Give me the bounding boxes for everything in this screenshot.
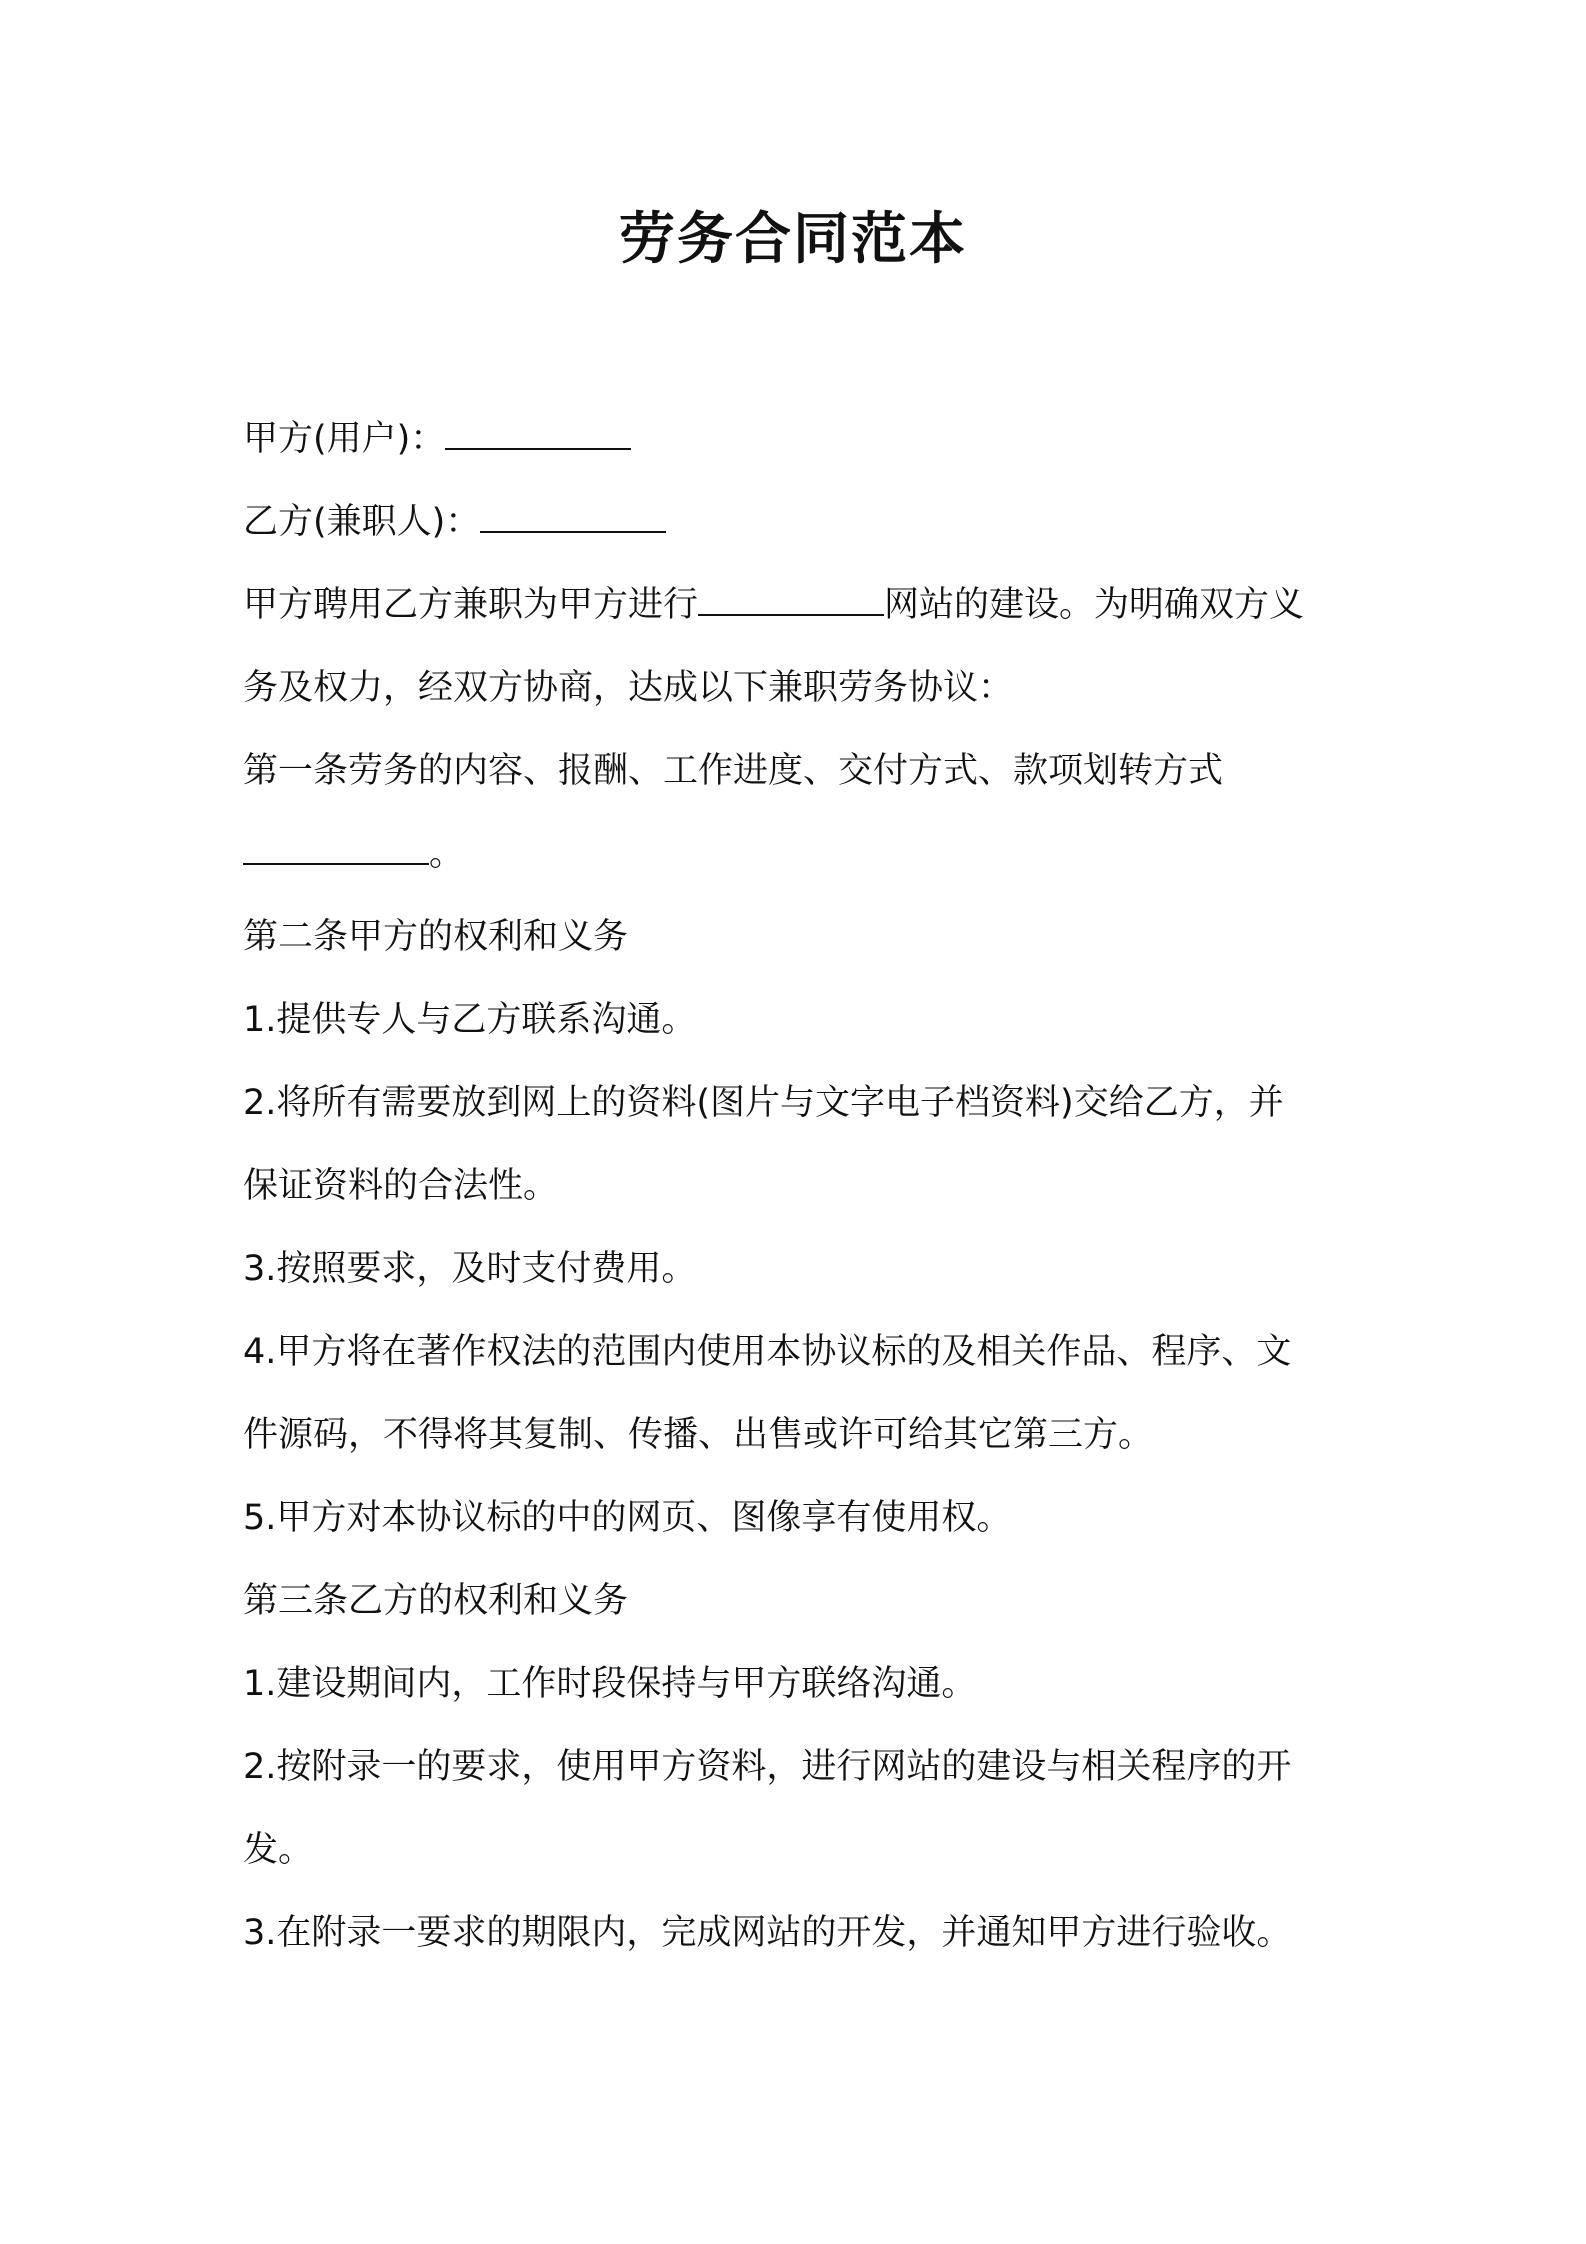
article-3-item-2-line-2: 发。 <box>243 1830 314 1870</box>
article-1-line-2 <box>243 813 1363 896</box>
website-name-blank <box>698 584 884 616</box>
document-title: 劳务合同范本 <box>619 207 967 272</box>
article-2-title: 第二条甲方的权利和义务 <box>243 917 629 957</box>
article-2-item-2-line-1: 2.将所有需要放到网上的资料(图片与文字电子档资料)交给乙方，并 <box>243 1083 1284 1123</box>
article-3-item-3: 3.在附录一要求的期限内，完成网站的开发，并通知甲方进行验收。 <box>243 1913 1292 1953</box>
article-3-item-1: 1.建设期间内，工作时段保持与甲方联络沟通。 <box>243 1664 977 1704</box>
party-b-blank <box>480 501 666 533</box>
article-2-item-1: 1.提供专人与乙方联系沟通。 <box>243 1000 697 1040</box>
intro-text-post: 网站的建设。为明确双方义 <box>884 585 1305 625</box>
article-3-title: 第三条乙方的权利和义务 <box>243 1581 629 1621</box>
party-a-label: 甲方(用户)： <box>243 419 446 459</box>
article-2-item-3: 3.按照要求，及时支付费用。 <box>243 1249 697 1289</box>
intro-text-pre: 甲方聘用乙方兼职为甲方进行 <box>243 585 699 625</box>
party-b-label: 乙方(兼职人)： <box>243 502 481 542</box>
article-1-line-1: 第一条劳务的内容、报酬、工作进度、交付方式、款项划转方式 <box>243 751 1224 791</box>
article-1-blank <box>243 833 429 865</box>
document-body <box>243 398 1363 1975</box>
article-2-item-5: 5.甲方对本协议标的中的网页、图像享有使用权。 <box>243 1498 1012 1538</box>
article-2-item-4-line-2: 件源码，不得将其复制、传播、出售或许可给其它第三方。 <box>243 1415 1154 1455</box>
article-1-end: 。 <box>429 834 465 874</box>
party-b-line <box>243 481 1363 564</box>
party-a-line <box>243 398 1363 481</box>
article-2-item-4-line-1: 4.甲方将在著作权法的范围内使用本协议标的及相关作品、程序、文 <box>243 1332 1292 1372</box>
party-a-blank <box>445 418 631 450</box>
article-3-item-2-line-1: 2.按附录一的要求，使用甲方资料，进行网站的建设与相关程序的开 <box>243 1747 1292 1787</box>
intro-line-2: 务及权力，经双方协商，达成以下兼职劳务协议： <box>243 668 1014 708</box>
article-2-item-2-line-2: 保证资料的合法性。 <box>243 1166 559 1206</box>
intro-line-1 <box>243 564 1363 647</box>
